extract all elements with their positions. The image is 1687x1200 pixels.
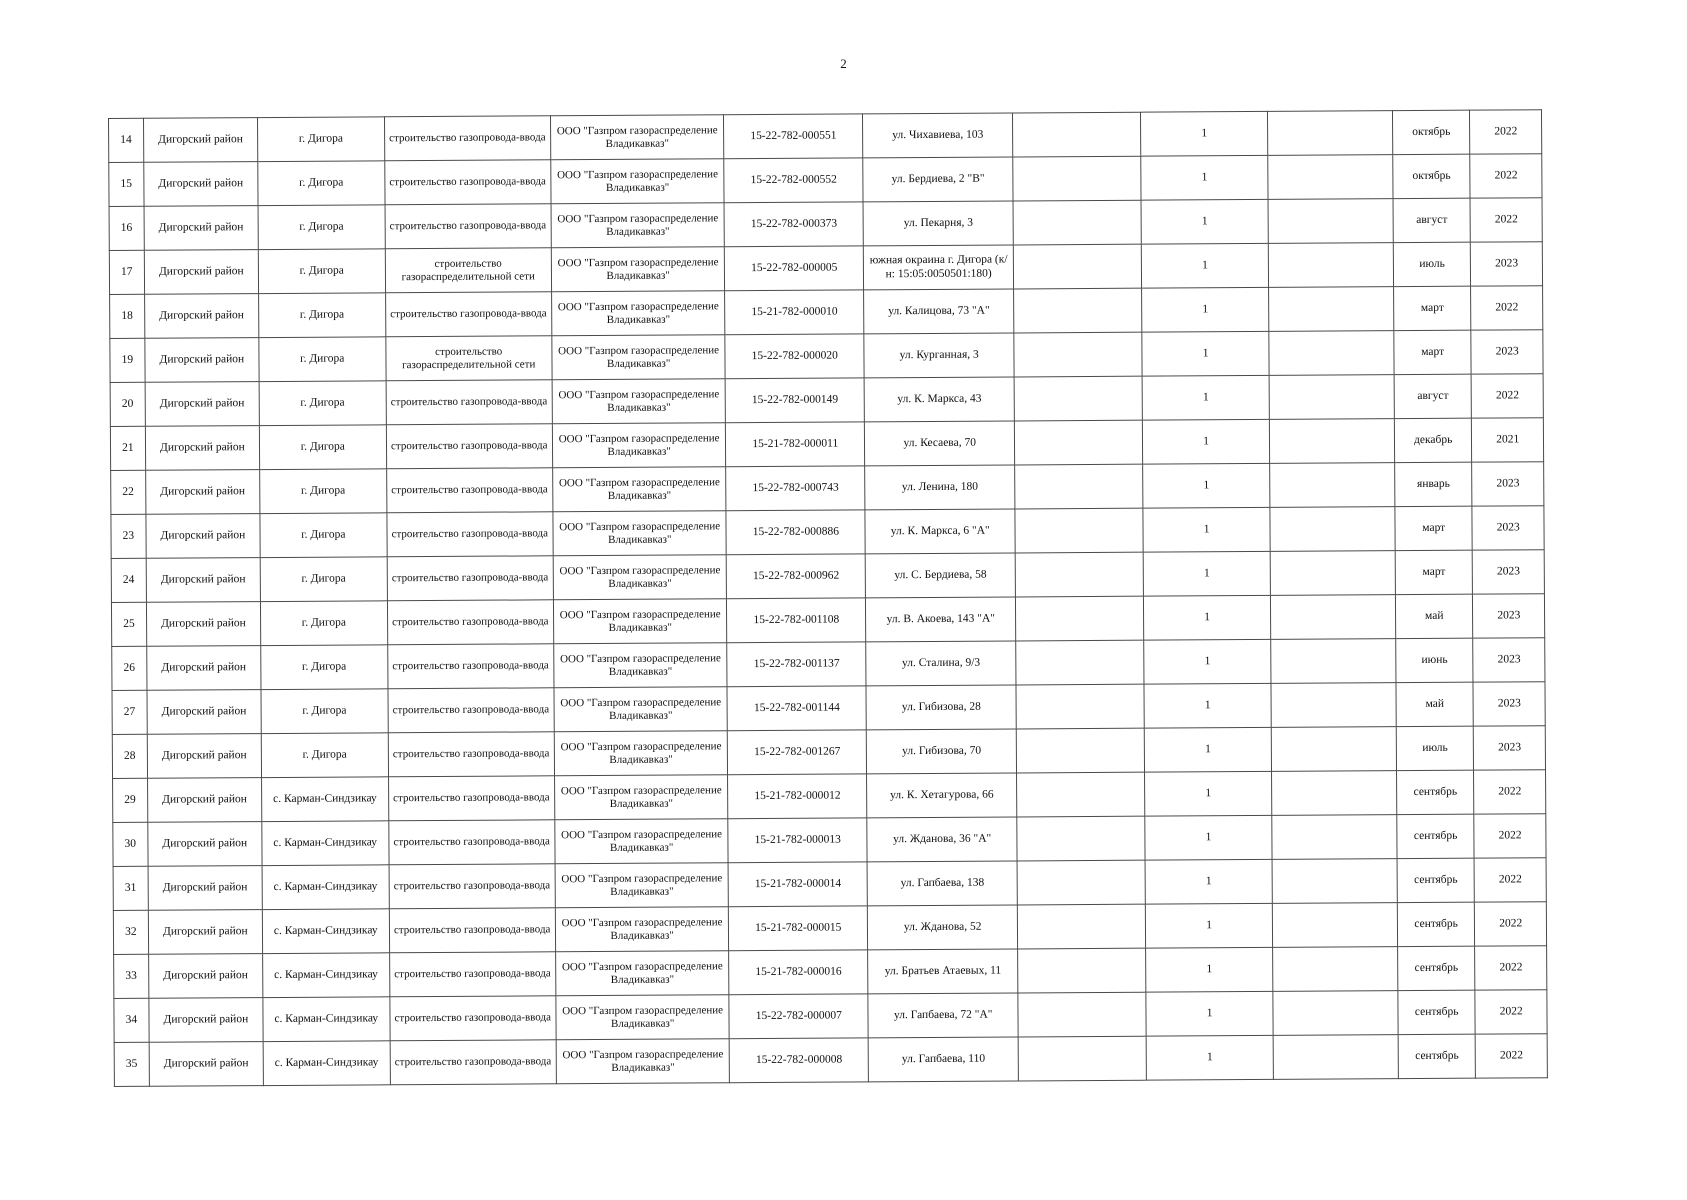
row-number: 17 xyxy=(109,250,144,294)
row-number: 26 xyxy=(112,646,147,690)
row-number: 19 xyxy=(110,338,145,382)
month-cell: июнь xyxy=(1396,638,1474,682)
empty-cell xyxy=(1269,375,1394,420)
work-type-cell: строительство газопровода-ввода xyxy=(386,468,553,513)
empty-cell xyxy=(1015,464,1143,509)
district-cell: Дигорский район xyxy=(145,382,260,427)
empty-cell xyxy=(1271,551,1396,596)
work-type-cell: строительство газораспределительной сети xyxy=(385,248,552,293)
organization-cell: ООО "Газпром газораспределение Владикавказ" xyxy=(555,863,729,908)
organization-cell: ООО "Газпром газораспределение Владикавказ" xyxy=(554,775,728,820)
address-cell: ул. Гибизова, 70 xyxy=(866,729,1016,774)
month-cell: март xyxy=(1395,550,1473,594)
quantity-cell: 1 xyxy=(1145,903,1273,948)
quantity-cell: 1 xyxy=(1141,155,1269,200)
district-cell: Дигорский район xyxy=(149,998,264,1043)
district-cell: Дигорский район xyxy=(145,470,260,515)
row-number: 33 xyxy=(114,954,149,998)
page-number: 2 xyxy=(840,56,847,71)
registration-code-cell: 15-22-782-001144 xyxy=(727,686,866,731)
empty-cell xyxy=(1273,991,1398,1036)
empty-cell xyxy=(1271,595,1396,640)
registration-code-cell: 15-22-782-000020 xyxy=(725,334,864,379)
district-cell: Дигорский район xyxy=(146,646,261,691)
work-type-cell: строительство газопровода-ввода xyxy=(386,512,553,557)
quantity-cell: 1 xyxy=(1142,419,1270,464)
month-cell: декабрь xyxy=(1394,418,1472,462)
month-cell: август xyxy=(1394,374,1472,418)
settlement-cell: г. Дигора xyxy=(258,161,385,206)
registration-code-cell: 15-22-782-000551 xyxy=(724,114,863,159)
year-cell: 2022 xyxy=(1475,902,1547,946)
work-type-cell: строительство газопровода-ввода xyxy=(385,292,552,337)
empty-cell xyxy=(1270,419,1395,464)
quantity-cell: 1 xyxy=(1141,287,1269,332)
year-cell: 2022 xyxy=(1475,946,1547,990)
quantity-cell: 1 xyxy=(1143,551,1271,596)
quantity-cell: 1 xyxy=(1143,595,1271,640)
row-number: 18 xyxy=(110,294,145,338)
organization-cell: ООО "Газпром газораспределение Владикавказ" xyxy=(555,819,729,864)
work-type-cell: строительство газопровода-ввода xyxy=(388,776,555,821)
district-cell: Дигорский район xyxy=(144,250,259,295)
quantity-cell: 1 xyxy=(1143,507,1271,552)
settlement-cell: с. Карман-Синдзикау xyxy=(263,953,390,998)
organization-cell: ООО "Газпром газораспределение Владикавказ" xyxy=(554,643,728,688)
quantity-cell: 1 xyxy=(1144,771,1272,816)
organization-cell: ООО "Газпром газораспределение Владикавказ" xyxy=(556,951,730,996)
empty-cell xyxy=(1015,508,1143,553)
empty-cell xyxy=(1269,243,1394,288)
month-cell: сентябрь xyxy=(1397,902,1475,946)
empty-cell xyxy=(1272,771,1397,816)
settlement-cell: г. Дигора xyxy=(260,469,387,514)
district-cell: Дигорский район xyxy=(147,778,262,823)
settlement-cell: г. Дигора xyxy=(259,293,386,338)
district-cell: Дигорский район xyxy=(144,206,259,251)
row-number: 29 xyxy=(113,778,148,822)
quantity-cell: 1 xyxy=(1142,331,1270,376)
empty-cell xyxy=(1269,331,1394,376)
district-cell: Дигорский район xyxy=(144,294,259,339)
row-number: 14 xyxy=(109,118,144,162)
month-cell: сентябрь xyxy=(1397,858,1475,902)
address-cell: ул. Жданова, 36 "А" xyxy=(867,817,1017,862)
empty-cell xyxy=(1272,815,1397,860)
quantity-cell: 1 xyxy=(1145,947,1273,992)
empty-cell xyxy=(1016,728,1144,773)
row-number: 22 xyxy=(111,470,146,514)
settlement-cell: г. Дигора xyxy=(261,733,388,778)
settlement-cell: г. Дигора xyxy=(260,601,387,646)
empty-cell xyxy=(1270,507,1395,552)
quantity-cell: 1 xyxy=(1142,463,1270,508)
registration-code-cell: 15-21-782-000012 xyxy=(728,774,867,819)
settlement-cell: г. Дигора xyxy=(259,425,386,470)
year-cell: 2023 xyxy=(1472,462,1544,506)
year-cell: 2022 xyxy=(1475,990,1547,1034)
registration-code-cell: 15-22-782-000007 xyxy=(729,994,868,1039)
settlement-cell: г. Дигора xyxy=(259,337,386,382)
settlement-cell: с. Карман-Синдзикау xyxy=(262,865,389,910)
empty-cell xyxy=(1014,288,1142,333)
settlement-cell: г. Дигора xyxy=(261,689,388,734)
row-number: 24 xyxy=(111,558,146,602)
district-cell: Дигорский район xyxy=(147,690,262,735)
organization-cell: ООО "Газпром газораспределение Владикавказ" xyxy=(552,379,726,424)
empty-cell xyxy=(1268,155,1393,200)
year-cell: 2023 xyxy=(1473,682,1545,726)
organization-cell: ООО "Газпром газораспределение Владикавказ" xyxy=(554,687,728,732)
month-cell: октябрь xyxy=(1393,154,1471,198)
registration-code-cell: 15-22-782-001108 xyxy=(727,598,866,643)
settlement-cell: с. Карман-Синдзикау xyxy=(263,1041,390,1086)
month-cell: июль xyxy=(1396,726,1474,770)
empty-cell xyxy=(1273,903,1398,948)
settlement-cell: с. Карман-Синдзикау xyxy=(262,821,389,866)
quantity-cell: 1 xyxy=(1141,199,1269,244)
empty-cell xyxy=(1271,639,1396,684)
year-cell: 2022 xyxy=(1475,858,1547,902)
organization-cell: ООО "Газпром газораспределение Владикавказ" xyxy=(553,467,727,512)
work-type-cell: строительство газораспределительной сети xyxy=(385,336,552,381)
district-cell: Дигорский район xyxy=(148,866,263,911)
empty-cell xyxy=(1018,992,1146,1037)
address-cell: ул. К. Маркса, 6 "А" xyxy=(865,509,1015,554)
year-cell: 2022 xyxy=(1470,198,1542,242)
year-cell: 2022 xyxy=(1471,286,1543,330)
quantity-cell: 1 xyxy=(1145,859,1273,904)
address-cell: ул. К. Хетагурова, 66 xyxy=(867,773,1017,818)
address-cell: ул. Жданова, 52 xyxy=(868,905,1018,950)
month-cell: март xyxy=(1395,506,1473,550)
district-cell: Дигорский район xyxy=(146,514,261,559)
registration-code-cell: 15-21-782-000015 xyxy=(729,906,868,951)
month-cell: сентябрь xyxy=(1398,990,1476,1034)
work-type-cell: строительство газопровода-ввода xyxy=(387,600,554,645)
empty-cell xyxy=(1017,860,1145,905)
row-number: 20 xyxy=(110,382,145,426)
year-cell: 2022 xyxy=(1476,1034,1548,1078)
address-cell: ул. Пекарня, 3 xyxy=(863,201,1013,246)
address-cell: ул. Братьев Атаевых, 11 xyxy=(868,949,1018,994)
settlement-cell: г. Дигора xyxy=(258,117,385,162)
organization-cell: ООО "Газпром газораспределение Владикавказ" xyxy=(551,159,725,204)
settlement-cell: с. Карман-Синдзикау xyxy=(263,997,390,1042)
registration-code-cell: 15-22-782-000552 xyxy=(724,158,863,203)
settlement-cell: г. Дигора xyxy=(260,557,387,602)
work-type-cell: строительство газопровода-ввода xyxy=(387,644,554,689)
district-cell: Дигорский район xyxy=(148,954,263,999)
organization-cell: ООО "Газпром газораспределение Владикавказ" xyxy=(551,291,725,336)
district-cell: Дигорский район xyxy=(145,426,260,471)
organization-cell: ООО "Газпром газораспределение Владикавказ" xyxy=(556,995,730,1040)
empty-cell xyxy=(1016,596,1144,641)
quantity-cell: 1 xyxy=(1141,243,1269,288)
month-cell: январь xyxy=(1395,462,1473,506)
work-type-cell: строительство газопровода-ввода xyxy=(389,864,556,909)
empty-cell xyxy=(1014,244,1142,289)
quantity-cell: 1 xyxy=(1146,1035,1274,1080)
district-cell: Дигорский район xyxy=(147,734,262,779)
district-cell: Дигорский район xyxy=(147,822,262,867)
address-cell: ул. В. Акоева, 143 "А" xyxy=(866,597,1016,642)
row-number: 27 xyxy=(112,690,147,734)
organization-cell: ООО "Газпром газораспределение Владикавказ" xyxy=(550,115,724,160)
empty-cell xyxy=(1017,816,1145,861)
row-number: 28 xyxy=(112,734,147,778)
address-cell: ул. Гапбаева, 110 xyxy=(868,1037,1018,1082)
address-cell: ул. Кесаева, 70 xyxy=(865,421,1015,466)
year-cell: 2023 xyxy=(1474,726,1546,770)
month-cell: сентябрь xyxy=(1396,770,1474,814)
organization-cell: ООО "Газпром газораспределение Владикавказ" xyxy=(553,599,727,644)
table-row xyxy=(114,1034,1547,1087)
year-cell: 2022 xyxy=(1474,814,1546,858)
quantity-cell: 1 xyxy=(1146,991,1274,1036)
table-body xyxy=(109,110,1548,1087)
empty-cell xyxy=(1274,1035,1399,1080)
year-cell: 2023 xyxy=(1472,506,1544,550)
quantity-cell: 1 xyxy=(1140,111,1268,156)
address-cell: ул. Сталина, 9/3 xyxy=(866,641,1016,686)
registration-code-cell: 15-22-782-000962 xyxy=(727,554,866,599)
work-type-cell: строительство газопровода-ввода xyxy=(390,1040,557,1085)
quantity-cell: 1 xyxy=(1144,683,1272,728)
address-cell: ул. Бердиева, 2 "В" xyxy=(863,157,1013,202)
row-number: 34 xyxy=(114,998,149,1042)
month-cell: март xyxy=(1394,330,1472,374)
address-cell: ул. Гибизова, 28 xyxy=(866,685,1016,730)
organization-cell: ООО "Газпром газораспределение Владикавказ" xyxy=(552,335,726,380)
organization-cell: ООО "Газпром газораспределение Владикавказ" xyxy=(553,555,727,600)
empty-cell xyxy=(1268,199,1393,244)
empty-cell xyxy=(1018,904,1146,949)
registration-code-cell: 15-21-782-000014 xyxy=(728,862,867,907)
empty-cell xyxy=(1016,640,1144,685)
work-type-cell: строительство газопровода-ввода xyxy=(389,996,556,1041)
organization-cell: ООО "Газпром газораспределение Владикавказ" xyxy=(554,731,728,776)
work-type-cell: строительство газопровода-ввода xyxy=(389,908,556,953)
registration-code-cell: 15-22-782-000743 xyxy=(726,466,865,511)
registration-code-cell: 15-21-782-000011 xyxy=(726,422,865,467)
work-type-cell: строительство газопровода-ввода xyxy=(388,732,555,777)
month-cell: март xyxy=(1393,286,1471,330)
row-number: 32 xyxy=(113,910,148,954)
organization-cell: ООО "Газпром газораспределение Владикавказ" xyxy=(551,247,725,292)
empty-cell xyxy=(1273,947,1398,992)
empty-cell xyxy=(1013,112,1141,157)
empty-cell xyxy=(1014,376,1142,421)
work-type-cell: строительство газопровода-ввода xyxy=(388,820,555,865)
organization-cell: ООО "Газпром газораспределение Владикавказ" xyxy=(556,1039,730,1084)
empty-cell xyxy=(1017,772,1145,817)
work-type-cell: строительство газопровода-ввода xyxy=(384,116,551,161)
row-number: 35 xyxy=(114,1042,149,1086)
settlement-cell: с. Карман-Синдзикау xyxy=(262,909,389,954)
empty-cell xyxy=(1269,287,1394,332)
district-cell: Дигорский район xyxy=(143,162,258,207)
row-number: 30 xyxy=(113,822,148,866)
registration-code-cell: 15-22-782-001137 xyxy=(727,642,866,687)
district-cell: Дигорский район xyxy=(149,1042,264,1087)
address-cell: ул. Гапбаева, 138 xyxy=(867,861,1017,906)
row-number: 15 xyxy=(109,162,144,206)
year-cell: 2023 xyxy=(1471,242,1543,286)
organization-cell: ООО "Газпром газораспределение Владикавказ" xyxy=(555,907,729,952)
work-type-cell: строительство газопровода-ввода xyxy=(385,204,552,249)
district-cell: Дигорский район xyxy=(143,118,258,163)
empty-cell xyxy=(1272,859,1397,904)
row-number: 23 xyxy=(111,514,146,558)
empty-cell xyxy=(1013,156,1141,201)
district-cell: Дигорский район xyxy=(148,910,263,955)
row-number: 25 xyxy=(111,602,146,646)
address-cell: ул. Калицова, 73 "А" xyxy=(864,289,1014,334)
settlement-cell: г. Дигора xyxy=(259,381,386,426)
empty-cell xyxy=(1268,111,1393,156)
empty-cell xyxy=(1015,420,1143,465)
month-cell: май xyxy=(1396,682,1474,726)
organization-cell: ООО "Газпром газораспределение Владикавказ" xyxy=(553,511,727,556)
month-cell: май xyxy=(1395,594,1473,638)
year-cell: 2023 xyxy=(1473,550,1545,594)
work-type-cell: строительство газопровода-ввода xyxy=(386,424,553,469)
empty-cell xyxy=(1015,552,1143,597)
empty-cell xyxy=(1014,332,1142,377)
month-cell: сентябрь xyxy=(1397,814,1475,858)
work-type-cell: строительство газопровода-ввода xyxy=(389,952,556,997)
district-cell: Дигорский район xyxy=(146,558,261,603)
empty-cell xyxy=(1016,684,1144,729)
year-cell: 2022 xyxy=(1470,110,1542,154)
registration-code-cell: 15-22-782-000008 xyxy=(730,1038,869,1083)
quantity-cell: 1 xyxy=(1144,639,1272,684)
month-cell: октябрь xyxy=(1392,110,1470,154)
address-cell: ул. Гапбаева, 72 "А" xyxy=(868,993,1018,1038)
empty-cell xyxy=(1018,948,1146,993)
row-number: 21 xyxy=(110,426,145,470)
quantity-cell: 1 xyxy=(1142,375,1270,420)
address-cell: ул. К. Маркса, 43 xyxy=(864,377,1014,422)
row-number: 16 xyxy=(109,206,144,250)
registration-code-cell: 15-21-782-000016 xyxy=(729,950,868,995)
year-cell: 2022 xyxy=(1474,770,1546,814)
address-cell: ул. Чихавиева, 103 xyxy=(863,113,1013,158)
settlement-cell: г. Дигора xyxy=(258,205,385,250)
work-type-cell: строительство газопровода-ввода xyxy=(388,688,555,733)
year-cell: 2023 xyxy=(1473,594,1545,638)
year-cell: 2023 xyxy=(1471,330,1543,374)
gas-connection-table xyxy=(108,109,1548,1087)
district-cell: Дигорский район xyxy=(145,338,260,383)
registration-code-cell: 15-22-782-000005 xyxy=(725,246,864,291)
address-cell: ул. Ленина, 180 xyxy=(865,465,1015,510)
registration-code-cell: 15-21-782-000013 xyxy=(728,818,867,863)
work-type-cell: строительство газопровода-ввода xyxy=(384,160,551,205)
settlement-cell: г. Дигора xyxy=(260,513,387,558)
month-cell: сентябрь xyxy=(1397,946,1475,990)
empty-cell xyxy=(1018,1036,1146,1081)
district-cell: Дигорский район xyxy=(146,602,261,647)
year-cell: 2023 xyxy=(1473,638,1545,682)
month-cell: июль xyxy=(1393,242,1471,286)
year-cell: 2022 xyxy=(1472,374,1544,418)
empty-cell xyxy=(1270,463,1395,508)
registration-code-cell: 15-21-782-000010 xyxy=(725,290,864,335)
settlement-cell: с. Карман-Синдзикау xyxy=(262,777,389,822)
registration-code-cell: 15-22-782-000886 xyxy=(726,510,865,555)
quantity-cell: 1 xyxy=(1144,727,1272,772)
year-cell: 2022 xyxy=(1470,154,1542,198)
registration-code-cell: 15-22-782-001267 xyxy=(728,730,867,775)
registration-code-cell: 15-22-782-000373 xyxy=(724,202,863,247)
registration-code-cell: 15-22-782-000149 xyxy=(726,378,865,423)
month-cell: август xyxy=(1393,198,1471,242)
quantity-cell: 1 xyxy=(1145,815,1273,860)
year-cell: 2021 xyxy=(1472,418,1544,462)
month-cell: сентябрь xyxy=(1398,1034,1476,1078)
address-cell: южная окраина г. Дигора (к/н: 15:05:0050501:180) xyxy=(863,245,1013,290)
empty-cell xyxy=(1271,683,1396,728)
work-type-cell: строительство газопровода-ввода xyxy=(386,380,553,425)
organization-cell: ООО "Газпром газораспределение Владикавказ" xyxy=(551,203,725,248)
organization-cell: ООО "Газпром газораспределение Владикавказ" xyxy=(552,423,726,468)
settlement-cell: г. Дигора xyxy=(261,645,388,690)
address-cell: ул. С. Бердиева, 58 xyxy=(865,553,1015,598)
address-cell: ул. Курганная, 3 xyxy=(864,333,1014,378)
row-number: 31 xyxy=(113,866,148,910)
empty-cell xyxy=(1013,200,1141,245)
empty-cell xyxy=(1272,727,1397,772)
work-type-cell: строительство газопровода-ввода xyxy=(387,556,554,601)
settlement-cell: г. Дигора xyxy=(258,249,385,294)
